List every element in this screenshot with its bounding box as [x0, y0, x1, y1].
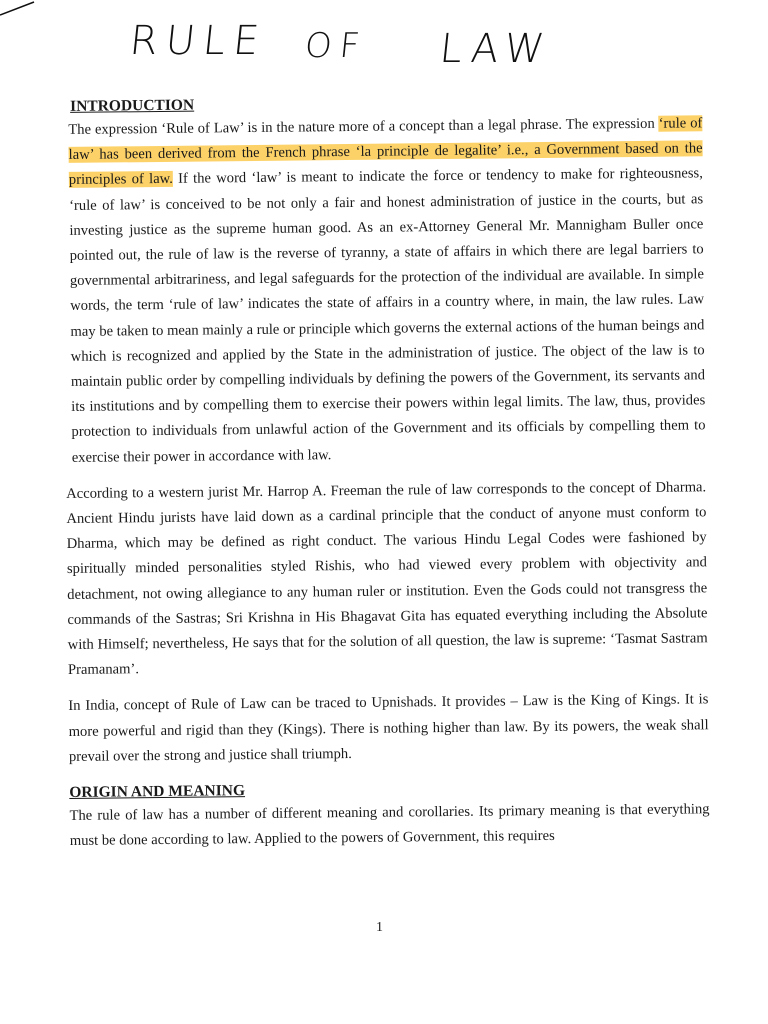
introduction-paragraph-1 — [68, 111, 706, 470]
origin-paragraph-1: The rule of law has a number of different meaning and corollaries. Its primary meaning is that everything must be done according to law. Applied to the powers of Government, this requires — [69, 801, 710, 850]
highlighted-text: ‘rule of law’ has been derived from the French phrase ‘la principle de legalite’ i.e., a Government based on the principles of law. — [68, 115, 703, 189]
origin-heading: ORIGIN AND MEANING — [69, 782, 246, 802]
introduction-heading: INTRODUCTION — [70, 96, 195, 115]
introduction-paragraph-2: According to a western jurist Mr. Harrop A. Freeman the rule of law corresponds to the concept of Dharma. Ancient Hindu jurists have laid down as a cardinal principle that the conduct of anyone must conform to Dharma, which may be defined as right conduct. The various Hindu Legal Codes were fashioned by spiritually minded personalities styled Rishis, who had viewed every problem with objectivity and detachment, not owing allegiance to any human ruler or institution. Even the Gods could not transgress the commands of the Sastras; Sri Krishna in His Bhagavat Gita has equated everything including the Absolute with Himself; nevertheless, He says that for the solution of all question, the law is supreme: ‘Tasmat Sastram Pramanam’. — [66, 479, 708, 679]
document-body — [62, 89, 710, 854]
intro-p1-text-end: If the word ‘law’ is meant to indicate the force or tendency to make for righteousness, ‘rule of law’ is conceived to be not only a fair and honest administration of justice in the courts, but as investing justice as the supreme human good. As an ex-Attorney General Mr. Mannigham Buller once pointed out, the rule of law is the reverse of tyranny, a state of affairs in which there are legal barriers to governmental arbitrariness, and legal safeguards for the protection of the individual are available. In simple words, the term ‘rule of law’ indicates the state of affairs in a country where, in main, the law rules. Law may be taken to mean mainly a rule or principle which governs the external actions of the human beings and which is recognized and applied by the State in the administration of justice. The object of the law is to maintain public order by compelling individuals by defining the powers of the Government, its servants and its institutions and by compelling them to exercise their powers within legal limits. The law, thus, provides protection to individuals from unlawful action of the Government and its officials by compelling them to exercise their power in accordance with law. — [69, 165, 706, 466]
title-word-law: LAW — [437, 26, 555, 72]
handwritten-title — [0, 12, 768, 72]
introduction-paragraph-3: In India, concept of Rule of Law can be traced to Upnishads. It provides – Law is the King of Kings. It is more powerful and rigid than they (Kings). There is nothing higher than law. By its powers, the weak shall prevail over the strong and justice shall triumph. — [68, 691, 709, 765]
title-word-of: OF — [302, 26, 370, 66]
title-word-rule: RULE — [127, 18, 270, 64]
intro-p1-text-start: The expression ‘Rule of Law’ is in the nature more of a concept than a legal phrase. The expression — [68, 115, 659, 138]
page-number: 1 — [376, 920, 383, 935]
